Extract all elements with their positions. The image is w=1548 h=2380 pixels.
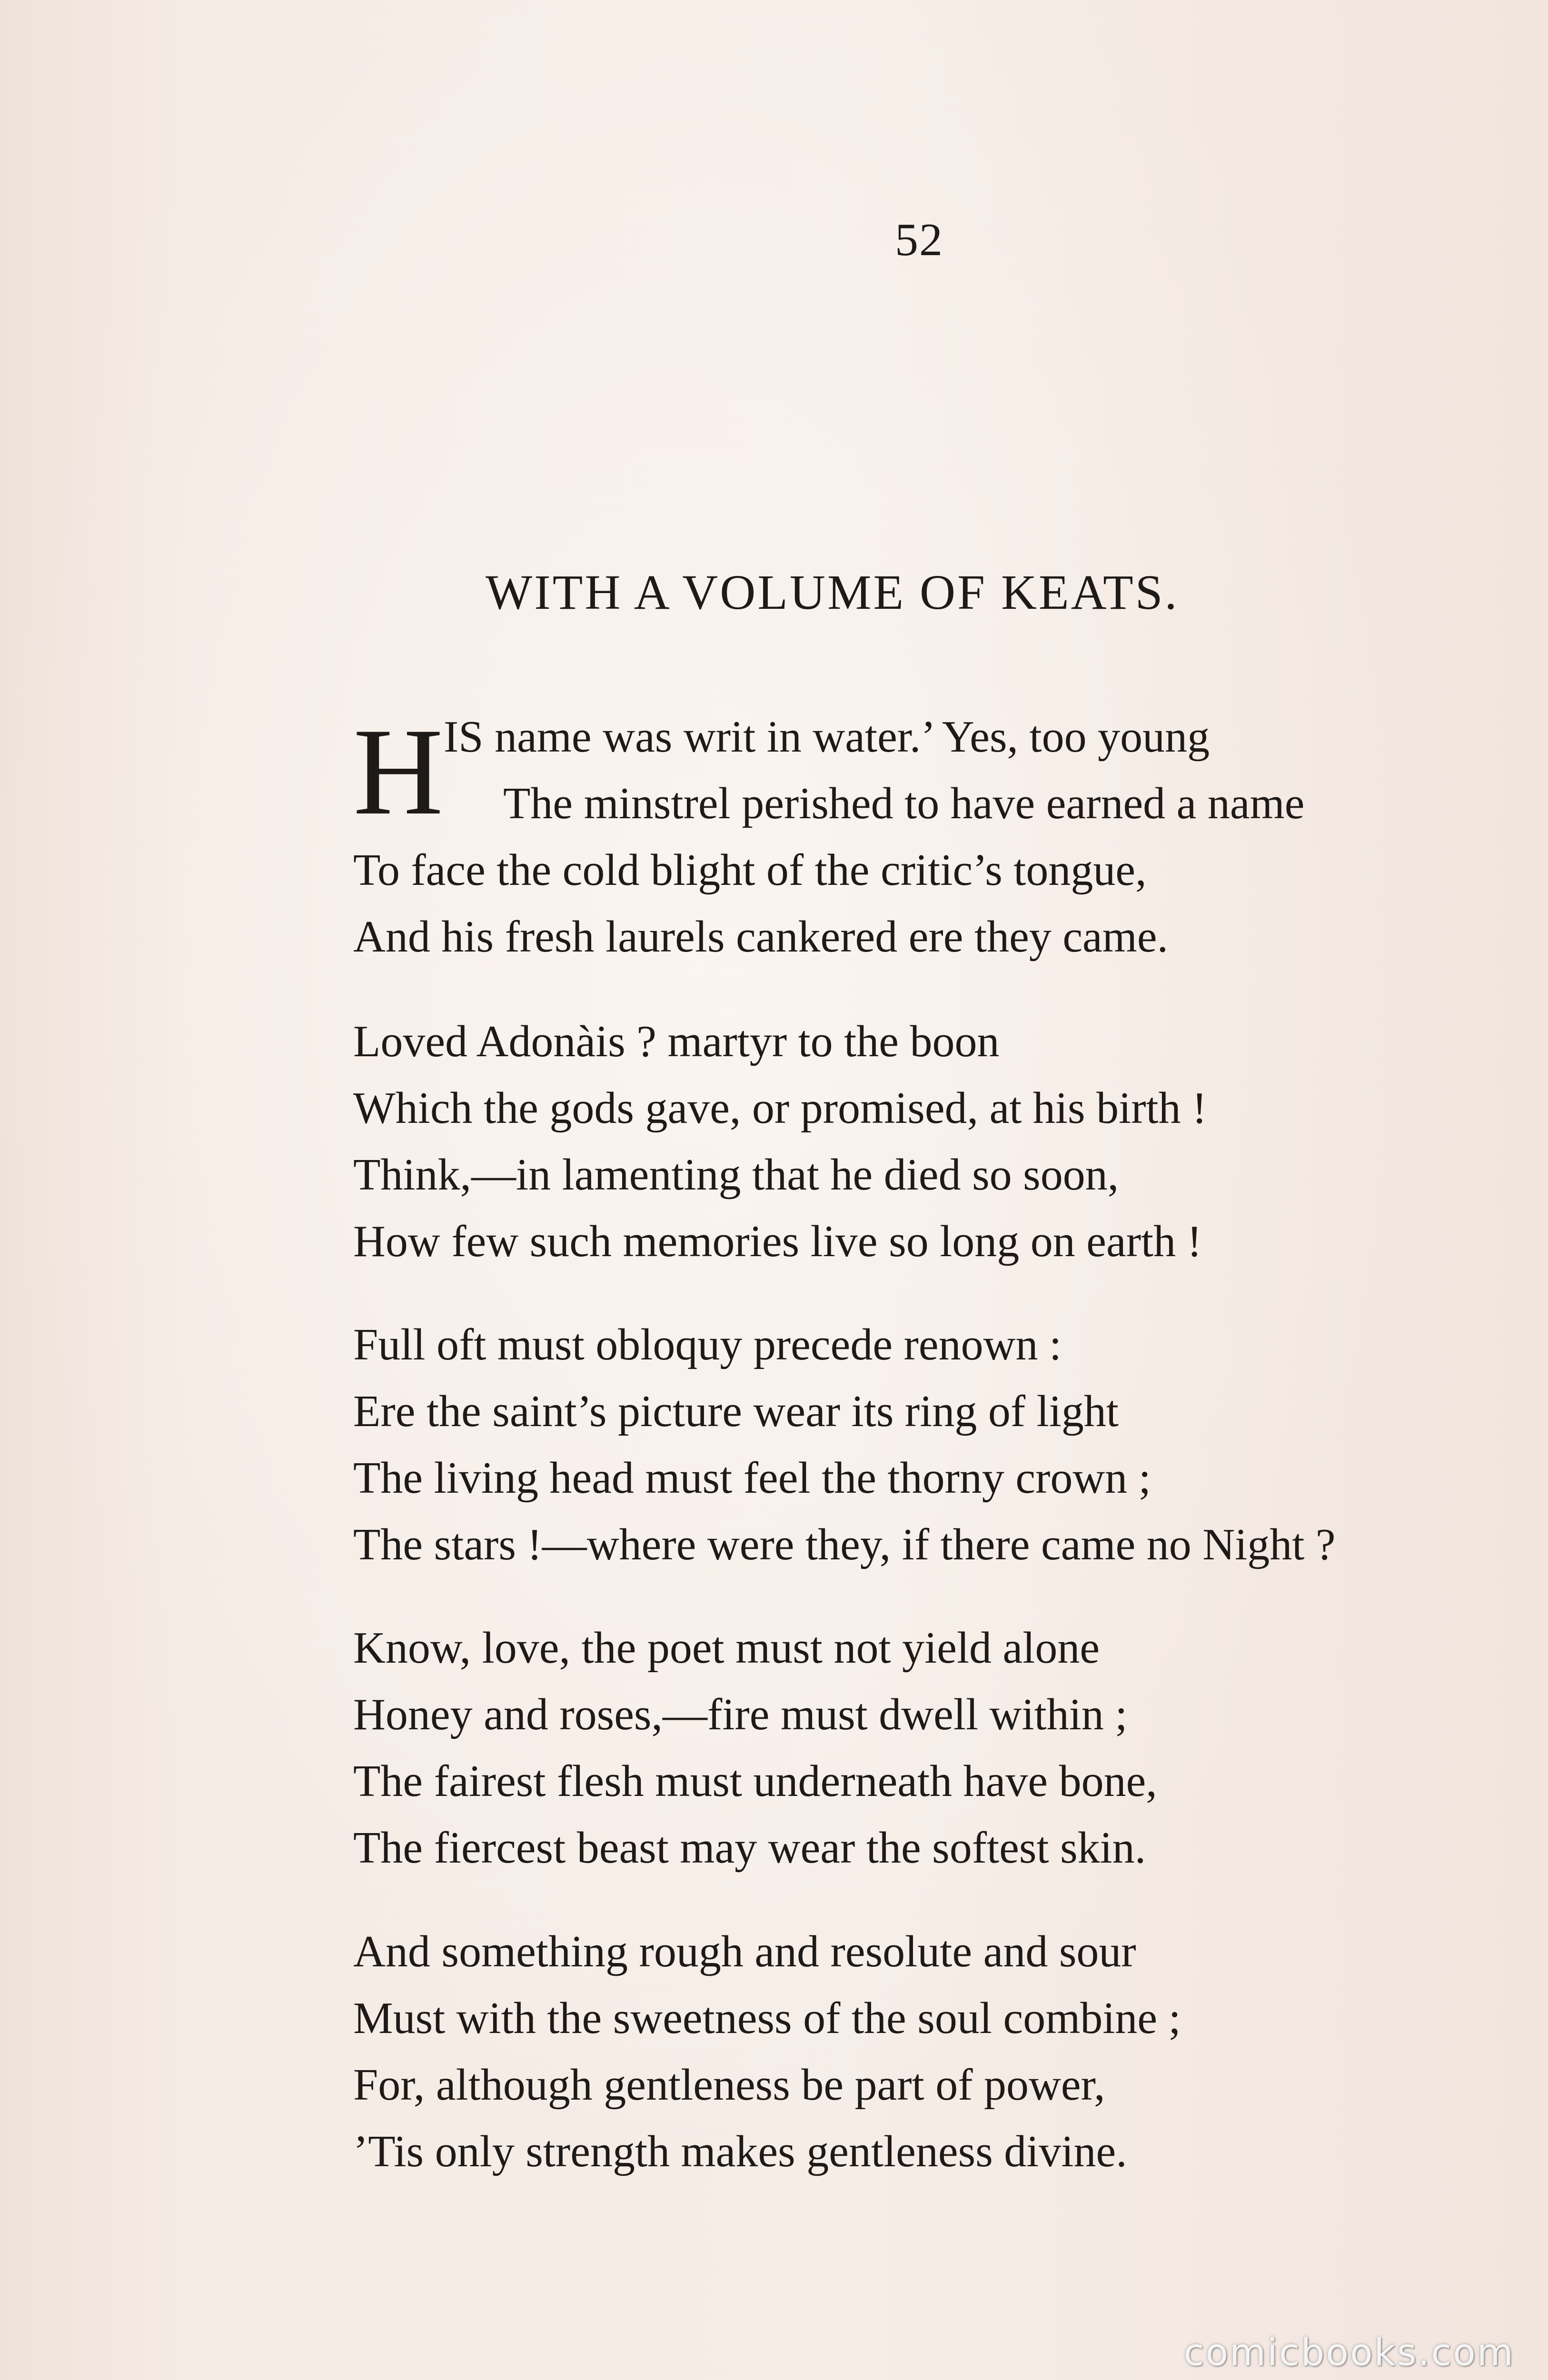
poem-line: The fairest flesh must underneath have bone, <box>353 1756 1157 1806</box>
poem-line: How few such memories live so long on earth ! <box>353 1217 1202 1266</box>
watermark: comicbooks.com <box>1183 2331 1515 2374</box>
poem-line: Full oft must obloquy precede renown : <box>353 1320 1062 1369</box>
stanza-1 <box>353 704 1304 970</box>
poem-line: Know, love, the poet must not yield alone <box>353 1623 1100 1673</box>
poem-line: Must with the sweetness of the soul combine ; <box>353 1993 1181 2043</box>
poem-line: ’Tis only strength makes gentleness divine. <box>353 2127 1127 2176</box>
poem-line: Which the gods gave, or promised, at his birth ! <box>353 1083 1207 1133</box>
poem-line: The living head must feel the thorny crown ; <box>353 1453 1151 1503</box>
poem-line: And his fresh laurels cankered ere they came. <box>353 912 1169 962</box>
poem-line: Loved Adonàis ? martyr to the boon <box>353 1017 1000 1066</box>
stanza-5 <box>353 1918 1181 2185</box>
poem-line: For, although gentleness be part of power, <box>353 2060 1105 2110</box>
poem-line: Honey and roses,—fire must dwell within ; <box>353 1690 1128 1739</box>
poem-line: The minstrel perished to have earned a name <box>503 779 1305 828</box>
stanza-3 <box>353 1311 1336 1578</box>
poem-line: And something rough and resolute and sour <box>353 1927 1136 1976</box>
poem-line: The stars !—where were they, if there came no Night ? <box>353 1520 1336 1569</box>
stanza-4 <box>353 1615 1157 1881</box>
poem-line: Think,—in lamenting that he died so soon, <box>353 1150 1119 1200</box>
poem-line: The fiercest beast may wear the softest skin. <box>353 1823 1146 1873</box>
poem-line: IS name was writ in water.’ Yes, too young <box>444 712 1210 762</box>
poem-line: Ere the saint’s picture wear its ring of light <box>353 1387 1119 1436</box>
poem-title: WITH A VOLUME OF KEATS. <box>486 565 1179 620</box>
stanza-2 <box>353 1008 1207 1275</box>
poem-line: To face the cold blight of the critic’s tongue, <box>353 845 1147 895</box>
page-number: 52 <box>895 214 943 266</box>
drop-cap: H <box>353 703 444 841</box>
